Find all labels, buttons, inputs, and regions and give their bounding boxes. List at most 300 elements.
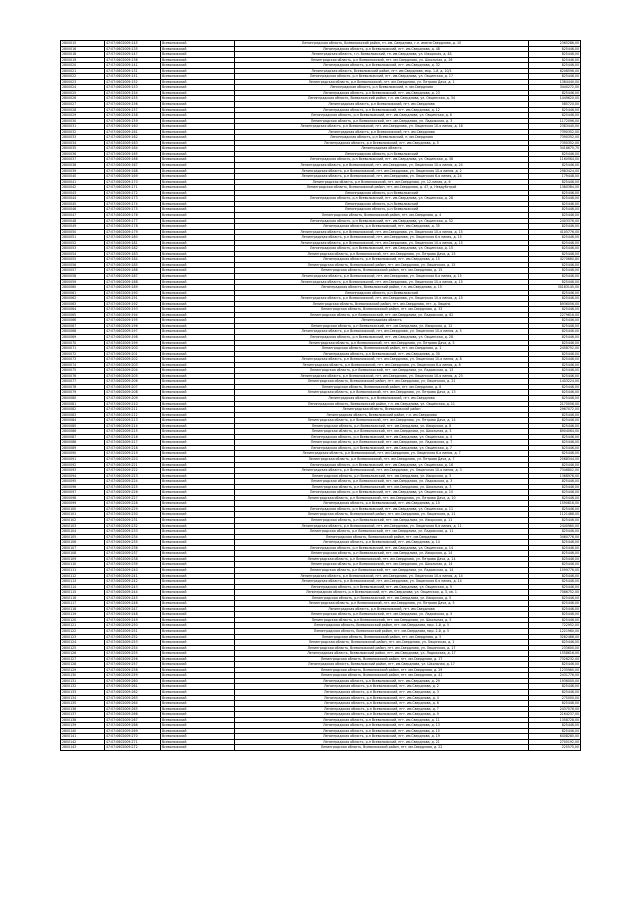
cadastral-number-cell: 47:07:0602009:180 (105, 235, 161, 241)
district-cell: Всеволожский (161, 201, 235, 207)
value-cell: 825446,00 (529, 246, 581, 252)
cadastral-number-cell: 47:07:0602009:206 (105, 379, 161, 385)
value-cell: 2458752,00 (529, 346, 581, 352)
cadastral-number-cell: 47:07:0602009:218 (105, 445, 161, 451)
address-cell: Ленинградская область, Всеволожский район, пгт. им.Свердлова, мкр. 1-й, д. 10/1 (235, 68, 529, 74)
value-cell: 825446,00 (529, 490, 581, 496)
value-cell: 30183145,00 (529, 285, 581, 291)
row-id-cell: 2800030 (61, 118, 105, 124)
address-cell: Ленинградская область, р-н Всеволожский, пгт. им.Свердлова, ул. Овцинская 6-я линия, д. 11 (235, 523, 529, 529)
address-cell: Ленинградская область, р-н Всеволожский, пгт. им.Свердлова, ул. Школьная, д. 5 (235, 617, 529, 623)
value-cell: 825446,00 (529, 113, 581, 119)
address-cell: Ленинградская область, р-н Всеволожский, пгт. им.Свердлова, д. 10 (235, 501, 529, 507)
cadastral-number-cell: 47:07:0602009:176 (105, 212, 161, 218)
district-cell: Всеволожский (161, 567, 235, 573)
row-id-cell: 2800093 (61, 468, 105, 474)
address-cell: Ленинградская область, р-н Всеволожский, пгт. им.Свердлова (235, 102, 529, 108)
address-cell: Ленинградская область, р-н Всеволожский, пгт. им.Свердлова, ул. Ижорская, д. 12 (235, 323, 529, 329)
district-cell: Всеволожский (161, 423, 235, 429)
district-cell: Всеволожский (161, 140, 235, 146)
row-id-cell: 2800115 (61, 590, 105, 596)
district-cell: Всеволожский (161, 151, 235, 157)
row-id-cell: 2800120 (61, 617, 105, 623)
cadastral-number-cell: 47:07:0602009:233 (105, 529, 161, 535)
value-cell: 825446,00 (529, 323, 581, 329)
district-cell: Всеволожский (161, 257, 235, 263)
district-cell: Всеволожский (161, 468, 235, 474)
address-cell: Ленинградская область, Всеволожский район, пгт. им.Свердлова, д. 17 (235, 656, 529, 662)
row-id-cell: 2800036 (61, 151, 105, 157)
district-cell: Всеволожский (161, 129, 235, 135)
district-cell: Всеволожский (161, 334, 235, 340)
value-cell: 825446,00 (529, 396, 581, 402)
row-id-cell: 2800031 (61, 124, 105, 130)
district-cell: Всеволожский (161, 240, 235, 246)
district-cell: Всеволожский (161, 745, 235, 751)
row-id-cell: 2800083 (61, 412, 105, 418)
district-cell: Всеволожский (161, 124, 235, 130)
row-id-cell: 2800033 (61, 135, 105, 141)
district-cell: Всеволожский (161, 606, 235, 612)
address-cell: Ленинградская область, р-н Всеволожский, пгт. им.Свердлова, д. 11 (235, 717, 529, 723)
address-cell: Ленинградская область, р-н Всеволожский, пгт. им.Свердлова, ул. Овцинская 10-я линия, д. 15 (235, 296, 529, 302)
value-cell: 1384440,00 (529, 79, 581, 85)
district-cell: Всеволожский (161, 246, 235, 252)
district-cell: Всеволожский (161, 545, 235, 551)
address-cell: Ленинградская область, р-н Всеволожский (235, 151, 529, 157)
row-id-cell: 2800084 (61, 418, 105, 424)
cadastral-number-cell: 47:07:0602009:222 (105, 468, 161, 474)
row-id-cell: 2800127 (61, 656, 105, 662)
value-cell: 2383440,00 (529, 124, 581, 130)
address-cell: Ленинградская область, р-н Всеволожский, пгт. им.Свердлова, д. 12 (235, 107, 529, 113)
cadastral-number-cell: 47:07:0602009:269 (105, 728, 161, 734)
address-cell: Ленинградская область, р-н Всеволожский, пгт. им.Свердлова, ул. Овцинская, д. 15 (235, 246, 529, 252)
row-id-cell: 2800095 (61, 479, 105, 485)
district-cell: Всеволожский (161, 74, 235, 80)
value-cell: 6408280,00 (529, 734, 581, 740)
value-cell: 1235960,00 (529, 667, 581, 673)
district-cell: Всеволожский (161, 362, 235, 368)
row-id-cell: 2800029 (61, 113, 105, 119)
address-cell: Ленинградская область, р-н Всеволожский, пгт. им.Свердлова (235, 129, 529, 135)
row-id-cell: 2800020 (61, 63, 105, 69)
address-cell: Ленинградская область, р-н Всеволожский, пгт. им.Свердлова, ул. Ладожская, д. 11 (235, 529, 529, 535)
cadastral-number-cell: 47:07:0602009:166 (105, 157, 161, 163)
value-cell: 825446,00 (529, 212, 581, 218)
row-id-cell: 2800072 (61, 351, 105, 357)
value-cell: 825446,00 (529, 479, 581, 485)
row-id-cell: 2800099 (61, 501, 105, 507)
district-cell: Всеволожский (161, 185, 235, 191)
value-cell: 825446,00 (529, 163, 581, 169)
district-cell: Всеволожский (161, 689, 235, 695)
address-cell: Ленинградская область, Всеволожский район, пгт. им.Свердлова, мкр. 2-й, д. 5 (235, 628, 529, 634)
cadastral-number-cell: 47:07:0602009:199 (105, 340, 161, 346)
cadastral-number-cell: 47:07:0602009:212 (105, 412, 161, 418)
district-cell: Всеволожский (161, 207, 235, 213)
address-cell: Ленинградская область, р-н Всеволожский, пгт. им.Свердлова, д. 19 (235, 734, 529, 740)
cadastral-number-cell: 47:07:0602009:262 (105, 689, 161, 695)
district-cell: Всеволожский (161, 229, 235, 235)
value-cell: 825446,00 (529, 151, 581, 157)
cadastral-number-cell: 47:07:0602009:253 (105, 640, 161, 646)
row-id-cell: 2800048 (61, 218, 105, 224)
cadastral-number-cell: 47:07:0602009:182 (105, 246, 161, 252)
row-id-cell: 2800058 (61, 273, 105, 279)
address-cell: Ленинградская область, р-н Всеволожский, пгт. им.Свердлова, ул. Петрова Дача, д. 15 (235, 251, 529, 257)
district-cell: Всеволожский (161, 540, 235, 546)
address-cell: Ленинградская область, р-н Всеволожский, пгт. им.Свердлова, ул. Овцинская, д. 7 (235, 445, 529, 451)
row-id-cell: 2800025 (61, 90, 105, 96)
address-cell: Ленинградская область, р-н Всеволожский, пгт. им.Свердлова, ул. Овцинская, д. 14 (235, 545, 529, 551)
cadastral-number-cell: 47:07:0602009:227 (105, 495, 161, 501)
address-cell: Ленинградская область, Всеволожский район, пгт. им.Свердлова (235, 534, 529, 540)
value-cell: 1558616,00 (529, 651, 581, 657)
address-cell: Ленинградская область, р-н Всеволожский (235, 207, 529, 213)
district-cell: Всеволожский (161, 396, 235, 402)
cadastral-number-cell: 47:07:0602009:189 (105, 285, 161, 291)
district-cell: Всеволожский (161, 518, 235, 524)
value-cell: 2705192,00 (529, 739, 581, 745)
cadastral-number-cell: 47:07:0602009:220 (105, 457, 161, 463)
row-id-cell: 2800079 (61, 390, 105, 396)
cadastral-number-cell: 47:07:0602009:177 (105, 218, 161, 224)
cadastral-number-cell: 47:07:0602009:157 (105, 107, 161, 113)
row-id-cell: 2800142 (61, 739, 105, 745)
cadastral-number-cell: 47:07:0602009:248 (105, 612, 161, 618)
address-cell: Ленинградская область, р-н Всеволожский, пгт. им.Свердлова, ул. Петрова Дача, д. 5 (235, 601, 529, 607)
row-id-cell: 2800133 (61, 689, 105, 695)
district-cell: Всеволожский (161, 135, 235, 141)
row-id-cell: 2800051 (61, 235, 105, 241)
row-id-cell: 2800143 (61, 745, 105, 751)
district-cell: Всеволожский (161, 640, 235, 646)
cadastral-number-cell: 47:07:0602009:186 (105, 268, 161, 274)
cadastral-number-cell: 47:07:0602009:175 (105, 207, 161, 213)
cadastral-number-cell: 47:07:0602009:136 (105, 57, 161, 63)
district-cell: Всеволожский (161, 146, 235, 152)
cadastral-number-cell: 47:07:0602009:235 (105, 540, 161, 546)
address-cell: Ленинградская область, Всеволожский район, пгт. им.Свердлова, ул. Овцинская, д. 11 (235, 512, 529, 518)
district-cell: Всеволожский (161, 357, 235, 363)
district-cell: Всеволожский (161, 667, 235, 673)
value-cell: 2403376,00 (529, 218, 581, 224)
address-cell: Ленинградская область, р-н Всеволожский, пгт. им.Свердлова, ул. Овцинская 10-я линия, д. 14 (235, 573, 529, 579)
cadastral-number-cell: 47:07:0602009:152 (105, 79, 161, 85)
value-cell: 2164237,00 (529, 712, 581, 718)
address-cell: Ленинградская область, р-н Всеволожский, пгт. им.Свердлова, ул. Овцинская 10-я линия, д. 15 (235, 240, 529, 246)
row-id-cell: 2800027 (61, 102, 105, 108)
address-cell: Ленинградская область, р-н Всеволожский, пгт. им.Свердлова, д. 4 (235, 695, 529, 701)
address-cell: Ленинградская область, р-н Всеволожский, пгт. им.Свердлова, ул. Ладожская, д. 7 (235, 440, 529, 446)
address-cell: Ленинградская область, р-н Всеволожский, пгт. им.Свердлова, ул. Овцинская, д. 17 (235, 74, 529, 80)
value-cell: 825446,00 (529, 462, 581, 468)
district-cell: Всеволожский (161, 595, 235, 601)
value-cell: 2967072,00 (529, 407, 581, 413)
district-cell: Всеволожский (161, 368, 235, 374)
address-cell: Ленинградская область, р-н Всеволожский, пгт. им.Свердлова, ул. Овцинская 6-я линия, д. 15 (235, 273, 529, 279)
address-cell: Ленинградская область, р-н Всеволожский, пгт. им.Свердлова, д. 21 (235, 739, 529, 745)
row-id-cell: 2800132 (61, 684, 105, 690)
cadastral-number-cell: 47:07:0602009:230 (105, 512, 161, 518)
cadastral-number-cell: 47:07:0602009:185 (105, 262, 161, 268)
address-cell: Ленинградская область, Всеволожский район, г.п. им.Свердлова, ул. Овцинская, д. 11 (235, 401, 529, 407)
value-cell: 2175056,00 (529, 401, 581, 407)
address-cell: Ленинградская область, р-н Всеволожский, пгт. им.Свердлова, ул. Овцинская, д. 28 (235, 334, 529, 340)
row-id-cell: 2800123 (61, 634, 105, 640)
row-id-cell: 2800096 (61, 484, 105, 490)
address-cell: Ленинградская область, р-н Всеволожский (235, 190, 529, 196)
row-id-cell: 2800068 (61, 329, 105, 335)
row-id-cell: 2800141 (61, 734, 105, 740)
district-cell: Всеволожский (161, 68, 235, 74)
cadastral-number-cell: 47:07:0602009:236 (105, 545, 161, 551)
district-cell: Всеволожский (161, 401, 235, 407)
district-cell: Всеволожский (161, 579, 235, 585)
district-cell: Всеволожский (161, 312, 235, 318)
row-id-cell: 2800016 (61, 46, 105, 52)
district-cell: Всеволожский (161, 551, 235, 557)
value-cell: 825446,00 (529, 190, 581, 196)
address-cell: Ленинградская область, Всеволожский район, пгт. им.Свердлова, д. 5 (235, 634, 529, 640)
district-cell: Всеволожский (161, 323, 235, 329)
value-cell: 1121488,00 (529, 512, 581, 518)
value-cell: 2431776,00 (529, 673, 581, 679)
cadastral-number-cell: 47:07:0602009:202 (105, 357, 161, 363)
district-cell: Всеволожский (161, 728, 235, 734)
row-id-cell: 2800135 (61, 701, 105, 707)
cadastral-number-cell: 47:07:0602009:168 (105, 168, 161, 174)
district-cell: Всеволожский (161, 168, 235, 174)
cadastral-number-cell: 47:07:0602009:201 (105, 351, 161, 357)
district-cell: Всеволожский (161, 601, 235, 607)
value-cell: 4105776,00 (529, 229, 581, 235)
address-cell: Ленинградская область, Всеволожский район, пгт. им.Свердлова, д. 47, д. Невдубстрой (235, 185, 529, 191)
cadastral-number-cell: 47:07:0602009:258 (105, 667, 161, 673)
row-id-cell: 2800032 (61, 129, 105, 135)
value-cell: 8904064,00 (529, 429, 581, 435)
cadastral-number-cell: 47:07:0602009:192 (105, 301, 161, 307)
value-cell: 825446,00 (529, 484, 581, 490)
address-cell: Ленинградская область, р-н Всеволожский, пгт. им.Свердлова, ул. Овцинская 6-я линия, д. 8 (235, 362, 529, 368)
cadastral-number-cell: 47:07:0602009:242 (105, 579, 161, 585)
cadastral-number-cell: 47:07:0602009:155 (105, 96, 161, 102)
district-cell: Всеволожский (161, 706, 235, 712)
address-cell: Ленинградская область, р-н Всеволожский, пгт. им.Свердлова, д. 23 (235, 90, 529, 96)
address-cell: Ленинградская область, Всеволожский район, пгт. им.Свердлова, ул. Школьная, д. 17 (235, 662, 529, 668)
district-cell: Всеволожский (161, 662, 235, 668)
value-cell: 722952,00 (529, 623, 581, 629)
address-cell: Ленинградская область, р-н Всеволожский, пгт. им.Свердлова, ул. Овцинская 10-я линия, д. 15 (235, 279, 529, 285)
cadastral-number-cell: 47:07:0602009:200 (105, 346, 161, 352)
cadastral-number-cell: 47:07:0602009:249 (105, 617, 161, 623)
district-cell: Всеволожский (161, 79, 235, 85)
value-cell: 1360384,00 (529, 185, 581, 191)
district-cell: Всеволожский (161, 346, 235, 352)
row-id-cell: 2800092 (61, 462, 105, 468)
value-cell: 1936000,00 (529, 678, 581, 684)
cadastral-number-cell: 47:07:0602009:154 (105, 90, 161, 96)
cadastral-number-cell: 47:07:0602009:264 (105, 701, 161, 707)
row-id-cell: 2800061 (61, 290, 105, 296)
value-cell: 825446,00 (529, 684, 581, 690)
value-cell: 1160564,00 (529, 157, 581, 163)
value-cell: 825446,00 (529, 334, 581, 340)
row-id-cell: 2800053 (61, 246, 105, 252)
row-id-cell: 2800063 (61, 301, 105, 307)
address-cell: Ленинградская область, р-н Всеволожский (235, 201, 529, 207)
cadastral-number-cell: 47:07:0602009:268 (105, 723, 161, 729)
row-id-cell: 2800137 (61, 712, 105, 718)
cadastral-number-cell: 47:07:0602009:205 (105, 373, 161, 379)
row-id-cell: 2800042 (61, 185, 105, 191)
row-id-cell: 2800070 (61, 340, 105, 346)
cadastral-number-cell: 47:07:0602009:167 (105, 163, 161, 169)
row-id-cell: 2800054 (61, 251, 105, 257)
cadastral-number-cell: 47:07:0602009:263 (105, 695, 161, 701)
district-cell: Всеволожский (161, 534, 235, 540)
value-cell: 825446,00 (529, 46, 581, 52)
address-cell: Ленинградская область, р-н Всеволожский, пгт. им.Свердлова (235, 606, 529, 612)
cadastral-number-cell: 47:07:0602009:193 (105, 307, 161, 313)
address-cell: Ленинградская область, Всеволожский район, г.п. им.Свердлова, ул. Овцинская, д. 34 (235, 96, 529, 102)
address-cell: Ленинградская область, р-н Всеволожский, пгт. им.Свердлова, д. 2 (235, 684, 529, 690)
cadastral-number-cell: 47:07:0602009:257 (105, 662, 161, 668)
district-cell: Всеволожский (161, 340, 235, 346)
address-cell: Ленинградская область, р-н Всеволожский, пгт. им.Свердлова, д. 35 (235, 224, 529, 230)
cadastral-number-cell: 47:07:0602009:216 (105, 434, 161, 440)
cadastral-number-cell: 47:07:0602009:223 (105, 473, 161, 479)
value-cell: 825446,00 (529, 107, 581, 113)
district-cell: Всеволожский (161, 434, 235, 440)
cadastral-number-cell: 47:07:0602009:214 (105, 423, 161, 429)
row-id-cell: 2800046 (61, 207, 105, 213)
district-cell: Всеволожский (161, 701, 235, 707)
value-cell: 4270660,80 (529, 257, 581, 263)
district-cell: Всеволожский (161, 590, 235, 596)
value-cell: 6208596,00 (529, 68, 581, 74)
cadastral-number-cell: 47:07:0602009:190 (105, 290, 161, 296)
row-id-cell: 2800128 (61, 662, 105, 668)
row-id-cell: 2800071 (61, 346, 105, 352)
address-cell: Ленинградская область, р-н Всеволожский (235, 290, 529, 296)
address-cell: Ленинградская область, Всеволожский район, пгт. им.Свердлова, ул. Овцинская, д. 17 (235, 645, 529, 651)
address-cell: Ленинградская область, р-н Всеволожский, пгт. им.Свердлова, д. 14 (235, 540, 529, 546)
district-cell: Всеволожский (161, 628, 235, 634)
cadastral-number-cell: 47:07:0602009:188 (105, 279, 161, 285)
address-cell: Ленинградская область, р-н Всеволожский, пгт. им.Свердлова, ул. Овцинская 10-я линия, д. 15 (235, 229, 529, 235)
value-cell: 825446,00 (529, 368, 581, 374)
row-id-cell: 2800087 (61, 434, 105, 440)
address-cell: Ленинградская область, р-н Всеволожский, пгт. им.Свердлова, ул. Овцинская 10-я линия, д. 3 (235, 468, 529, 474)
address-cell: Ленинградская область, р-н Всеволожский, пгт. им.Свердлова, ул. Овцинская 10-я линия, д. 23 (235, 373, 529, 379)
value-cell: 1172096,00 (529, 118, 581, 124)
district-cell: Всеволожский (161, 63, 235, 69)
row-id-cell: 2800129 (61, 667, 105, 673)
value-cell: 825446,00 (529, 362, 581, 368)
row-id-cell: 2800113 (61, 579, 105, 585)
cadastral-number-cell: 47:07:0602009:135 (105, 46, 161, 52)
district-cell: Всеволожский (161, 501, 235, 507)
district-cell: Всеволожский (161, 573, 235, 579)
value-cell: 2983424,00 (529, 168, 581, 174)
district-cell: Всеволожский (161, 251, 235, 257)
value-cell: 825446,00 (529, 279, 581, 285)
cadastral-number-cell: 47:07:0602009:161 (105, 129, 161, 135)
value-cell: 7348802,00 (529, 468, 581, 474)
row-id-cell: 2800081 (61, 401, 105, 407)
address-cell: Ленинградская область, р-н Всеволожский, пгт. им.Свердлова, ул. Овцинская, д. 28 (235, 196, 529, 202)
cadastral-number-cell: 47:07:0602009:179 (105, 229, 161, 235)
value-cell: 825446,00 (529, 573, 581, 579)
district-cell: Всеволожский (161, 695, 235, 701)
address-cell: Ленинградская область, р-н Всеволожский, пгт. им.Свердлова, ул. Овцинская, д. 6 (235, 113, 529, 119)
address-cell: Ленинградская область, р-н Всеволожский, пгт. им.Свердлова, ул. Ижорская, д. 14 (235, 551, 529, 557)
address-cell: Ленинградская область, р-н Всеволожский, пгт. им.Свердлова, ул. Овцинская 6-я линия, д. 24 (235, 174, 529, 180)
district-cell: Всеволожский (161, 584, 235, 590)
value-cell: 7390352,00 (529, 135, 581, 141)
district-cell: Всеволожский (161, 279, 235, 285)
address-cell: Ленинградская область, р-н Всеволожский, пгт. им.Свердлова, ул. Овцинская 10-я линия, д. 16 (235, 124, 529, 130)
row-id-cell: 2800018 (61, 52, 105, 58)
district-cell: Всеволожский (161, 163, 235, 169)
district-cell: Всеволожский (161, 174, 235, 180)
district-cell: Всеволожский (161, 290, 235, 296)
row-id-cell: 2800131 (61, 678, 105, 684)
cadastral-number-cell: 47:07:0602009:151 (105, 74, 161, 80)
row-id-cell: 2800112 (61, 573, 105, 579)
cadastral-number-cell: 47:07:0602009:141 (105, 63, 161, 69)
cadastral-number-cell: 47:07:0602009:197 (105, 329, 161, 335)
row-id-cell: 2800045 (61, 201, 105, 207)
value-cell: 2365286,00 (529, 41, 581, 47)
value-cell: 825446,00 (529, 551, 581, 557)
address-cell: Ленинградская область, р-н Всеволожский, пгт. им.Свердлова, д. 13 (235, 723, 529, 729)
address-cell: Ленинградская область, р-н Всеволожский, пгт. им.Свердлова, ул. Школьная, д. 3 (235, 484, 529, 490)
value-cell: 7390352,00 (529, 129, 581, 135)
cadastral-number-cell: 47:07:0602009:246 (105, 601, 161, 607)
row-id-cell: 2800019 (61, 57, 105, 63)
row-id-cell: 2800067 (61, 323, 105, 329)
value-cell: 3262488,00 (529, 634, 581, 640)
district-cell: Всеволожский (161, 85, 235, 91)
district-cell: Всеволожский (161, 712, 235, 718)
value-cell: 825446,00 (529, 307, 581, 313)
cadastral-number-cell: 47:07:0602009:147 (105, 52, 161, 58)
value-cell: 825446,00 (529, 584, 581, 590)
cadastral-number-cell: 47:07:0602009:238 (105, 556, 161, 562)
cadastral-number-cell: 47:07:0602009:174 (105, 201, 161, 207)
district-cell: Всеволожский (161, 556, 235, 562)
row-id-cell: 2800077 (61, 379, 105, 385)
value-cell: 825446,00 (529, 90, 581, 96)
value-cell: 825446,00 (529, 434, 581, 440)
address-cell: Ленинградская область, р-н Всеволожский, пгт. им.Свердлова, ул. 12-линия, д. 6 (235, 179, 529, 185)
district-cell: Всеволожский (161, 412, 235, 418)
value-cell: 825446,00 (529, 207, 581, 213)
cadastral-number-cell: 47:07:0602009:245 (105, 595, 161, 601)
address-cell: Ленинградская область, р-н Всеволожский, пгт. им.Свердлова, ул. Ладожская, д. 3 (235, 479, 529, 485)
cadastral-number-cell: 47:07:0602009:267 (105, 717, 161, 723)
address-cell: Ленинградская область, р-н Всеволожский, пгт. им.Свердлова, ул. Школьная, д. 3 (235, 429, 529, 435)
address-cell: Ленинградская область, Всеволожский район, пгт. им.Свердлова, д. 33 (235, 307, 529, 313)
value-cell: 825446,00 (529, 423, 581, 429)
value-cell: 825446,00 (529, 689, 581, 695)
address-cell: Ленинградская область, р-н Всеволожский, пгт. им.Свердлова, ул. Овцинская 10-я линия, д. 8 (235, 357, 529, 363)
cadastral-number-cell: 47:07:0602009:225 (105, 484, 161, 490)
cadastral-number-cell: 47:07:0602009:196 (105, 323, 161, 329)
